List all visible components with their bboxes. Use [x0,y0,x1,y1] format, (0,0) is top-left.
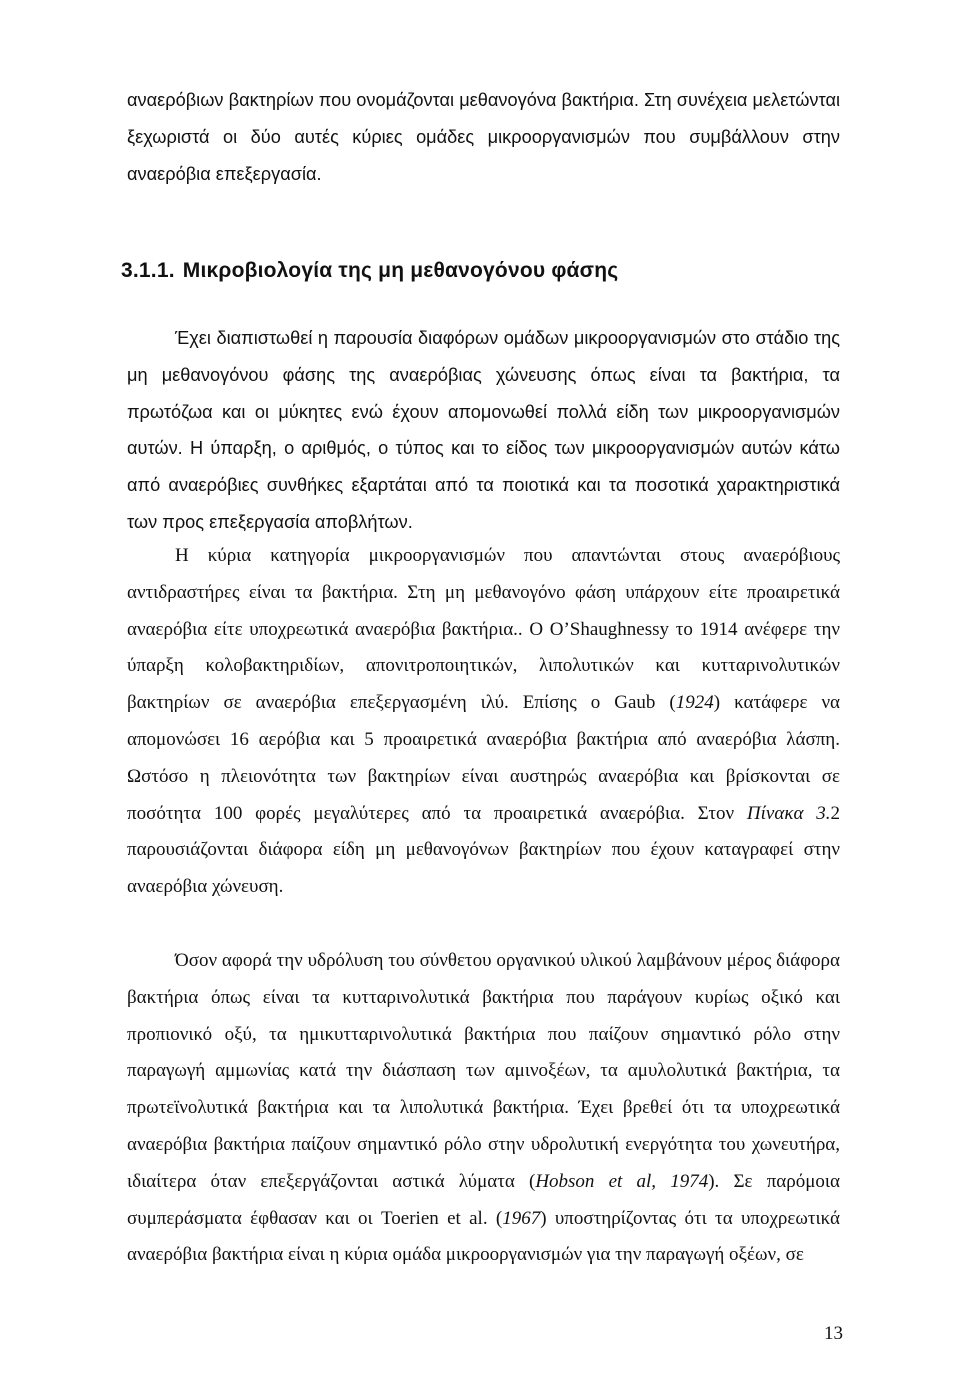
paragraph-3-text-a: Όσον αφορά την υδρόλυση του σύνθετου οργανικού υλικού λαμβάνουν μέρος διάφορα βακτήρια όπως είναι τα κυτταρινολυτικά βακτήρια που παράγουν κυρίως οξικό και προπιονικό οξύ, τα ημικυτταρινολυτικά βακτήρια που παίζουν σημαντικό ρόλο στην παραγωγή αμμωνίας κατά την διάσπαση των αμινοξέων, τα αμυλολυτικά βακτήρια, τα πρωτεϊνολυτικά βακτήρια και τα λιπολυτικά βακτήρια. Έχει βρεθεί ότι τα υποχρεωτικά αναερόβια βακτήρια παίζουν σημαντικό ρόλο στην υδρολυτική ενεργότητα του χωνευτήρα, ιδιαίτερα όταν επεξεργάζονται αστικά λύματα ( [127,950,840,1192]
citation-gaub-year: 1924 [675,692,714,714]
paragraph-2-text-b: ) κατάφερε να απομονώσει 16 αερόβια και 5 προαιρετικά αναερόβια βακτήρια από αναερόβια λάσπη. Ωστόσο η πλειονότητα των βακτηρίων είναι αυστηρώς αναερόβια και βρίσκονται σε ποσότητα 100 φορές μεγαλύτερες από τα προαιρετικά αναερόβια. Στον [127,692,840,824]
paragraph-3-text-b: ). Σε παρόμοια συμπεράσματα έφθασαν και οι Toerien et al. ( [127,1170,840,1229]
table-reference: Πίνακα 3. [746,802,831,824]
paragraph-1 [127,320,840,541]
paragraph-3-text-c: ) υποστηρίζοντας ότι τα υποχρεωτικά αναερόβια βακτήρια είναι η κύρια ομάδα μικροοργανισμών για την παραγωγή οξέων, σε [127,1207,840,1266]
citation-hobson: Hobson et al, 1974 [535,1170,709,1192]
page-number: 13 [824,1323,843,1344]
paragraph-3 [127,943,840,1274]
paragraph-2-text-c: παρουσιάζονται διάφορα είδη μη μεθανογόνων βακτηρίων που έχουν καταγραφεί στην αναερόβια χώνευση. [127,839,840,898]
paragraph-2-text-a: Η κύρια κατηγορία μικροοργανισμών που απαντώνται στους αναερόβιους αντιδραστήρες είναι τα βακτήρια. Στη μη μεθανογόνο φάση υπάρχουν είτε προαιρετικά αναερόβια είτε υποχρεωτικά αναερόβια βακτήρια.. Ο O’Shaughnessy το 1914 ανέφερε την ύπαρξη κολοβακτηριδίων, απονιτροποιητικών, λιπολυτικών και κυτταρινολυτικών βακτηρίων σε αναερόβια επεξεργασμένη ιλύ. Επίσης ο Gaub ( [127,545,840,714]
section-number: 3.1.1. [121,259,175,282]
section-heading [121,253,618,289]
paragraph-2 [127,538,840,906]
section-title: Μικροβιολογία της μη μεθανογόνου φάσης [182,259,619,282]
table-reference-number: 2 [830,802,840,824]
paragraph-1-text: Έχει διαπιστωθεί η παρουσία διαφόρων ομάδων μικροοργανισμών στο στάδιο της μη μεθανογόνου φάσης της αναερόβιας χώνευσης όπως είναι τα βακτήρια, τα πρωτόζωα και οι μύκητες ενώ έχουν απομονωθεί πολλά είδη των μικροοργανισμών αυτών. Η ύπαρξη, ο αριθμός, ο τύπος και το είδος των μικροοργανισμών αυτών κάτω από αναερόβιες συνθήκες εξαρτάται από τα ποιοτικά και τα ποσοτικά χαρακτηριστικά των προς επεξεργασία αποβλήτων. [127,328,840,532]
intro-paragraph [127,82,840,192]
intro-text: αναερόβιων βακτηρίων που ονομάζονται μεθανογόνα βακτήρια. Στη συνέχεια μελετώνται ξεχωριστά οι δύο αυτές κύριες ομάδες μικροοργανισμών που συμβάλλουν στην αναερόβια επεξεργασία. [127,90,840,184]
citation-toerien-year: 1967 [502,1207,541,1229]
